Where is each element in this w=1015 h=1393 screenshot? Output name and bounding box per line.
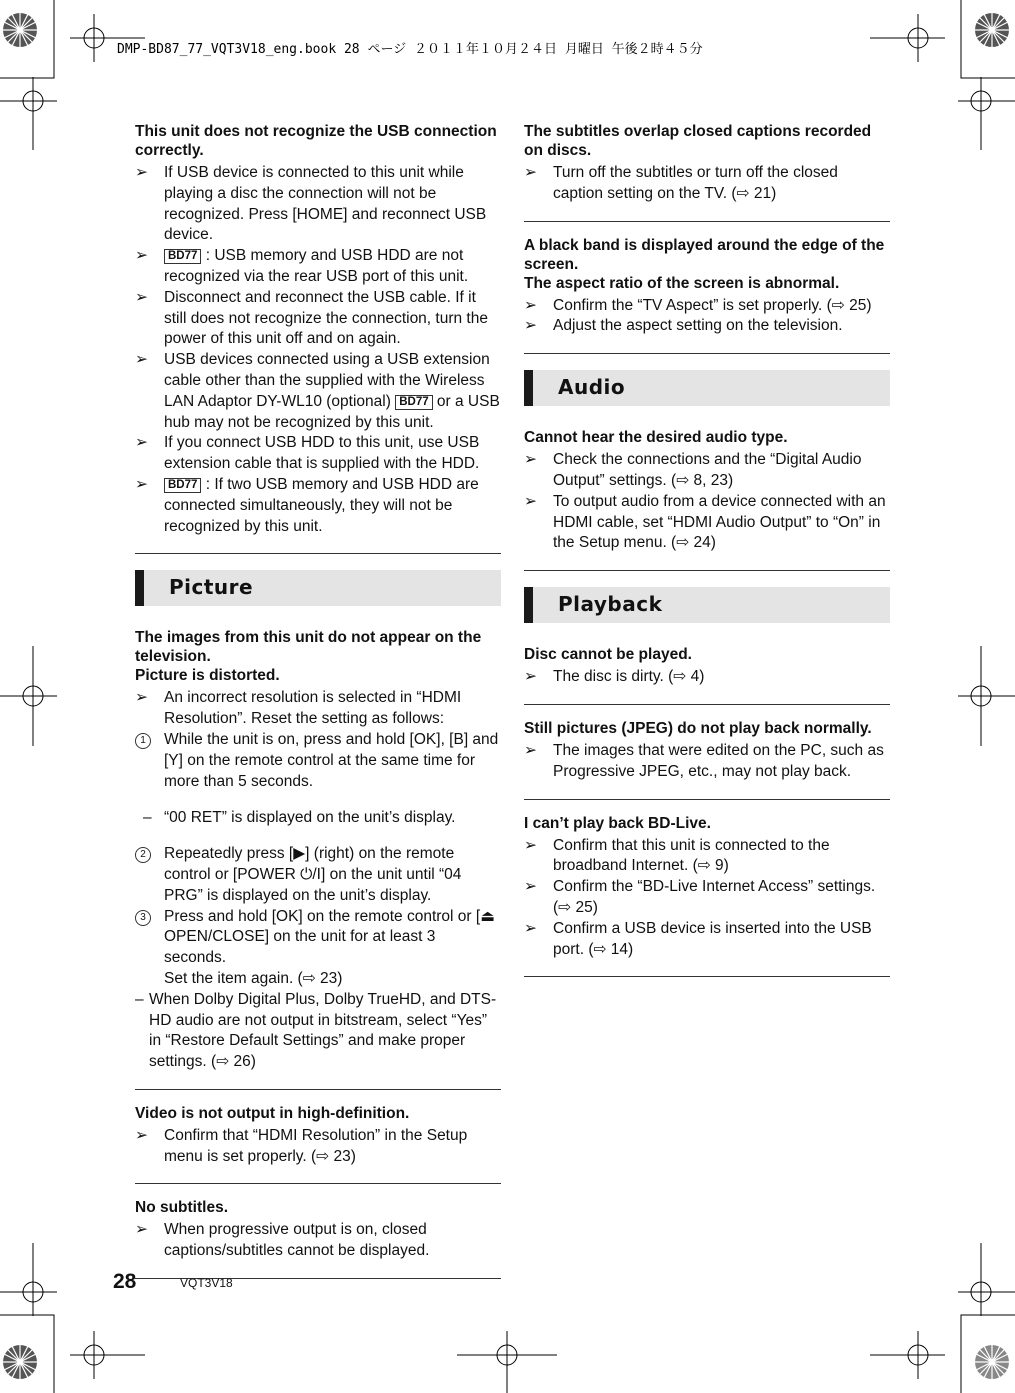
hd-item: ➢ Confirm that “HDMI Resolution” in the Setup menu is set properly. (⇨ 23) [135, 1126, 468, 1165]
bd77-tag: BD77 [164, 478, 201, 493]
picture-step-1-note: – “00 RET” is displayed on the unit’s display. [143, 808, 456, 826]
divider [135, 553, 501, 554]
power-icon: ⏻ [300, 865, 313, 883]
picture-title: The images from this unit do not appear on the television. [135, 629, 482, 666]
divider [524, 221, 890, 222]
picture-intro: ➢ An incorrect resolution is selected in “HDMI Resolution”. Reset the setting as follows: [135, 689, 462, 728]
band-item-1: ➢ Confirm the “TV Aspect” is set properly. (⇨ 25) [524, 296, 872, 314]
jpeg-title: Still pictures (JPEG) do not play back normally. [524, 719, 872, 737]
section-heading: Audio [558, 375, 626, 400]
eject-icon: ⏏ [480, 907, 495, 925]
usb-title: This unit does not recognize the USB connection correctly. [135, 123, 497, 159]
usb-item-2: ➢ BD77 : USB memory and USB HDD are not recognized via the rear USB port of this unit. [135, 247, 469, 285]
left-column [135, 122, 501, 1293]
doc-code: VQT3V18 [180, 1276, 233, 1290]
section-heading: Picture [169, 575, 254, 600]
usb-item-1: ➢ If USB device is connected to this unit while playing a disc the connection will not be recognized. Press [HOME] and reconnect USB device. [135, 164, 487, 244]
divider [135, 1089, 501, 1090]
overlap-item: ➢ Turn off the subtitles or turn off the closed caption setting on the TV. (⇨ 21) [524, 164, 838, 202]
disc-title: Disc cannot be played. [524, 646, 692, 664]
audio-title: Cannot hear the desired audio type. [524, 429, 788, 447]
divider [524, 570, 890, 571]
divider [524, 976, 890, 977]
bdlive-title: I can’t play back BD-Live. [524, 814, 711, 832]
bdlive-item-2: ➢ Confirm the “BD-Live Internet Access” settings. (⇨ 25) [524, 878, 876, 916]
book-header: DMP-BD87_77_VQT3V18_eng.book 28 ページ ２０１１年１０月２４日 月曜日 午後２時４５分 [117, 42, 703, 57]
subs-item: ➢ When progressive output is on, closed captions/subtitles cannot be displayed. [135, 1221, 430, 1260]
divider [524, 353, 890, 354]
audio-item-1: ➢ Check the connections and the “Digital Audio Output” settings. (⇨ 8, 23) [524, 451, 862, 489]
page-number: 28 [113, 1270, 137, 1293]
bdlive-item-1: ➢ Confirm that this unit is connected to the broadband Internet. (⇨ 9) [524, 836, 830, 875]
picture-step-3: 3 Press and hold [OK] on the remote control or [⏏ OPEN/CLOSE] on the unit for at least 3 seconds. Set the item again. (⇨ 23) [135, 907, 501, 990]
band-title: A black band is displayed around the edge of the screen. [524, 236, 885, 273]
bd77-tag: BD77 [395, 395, 432, 410]
usb-item-5: ➢ If you connect USB HDD to this unit, use USB extension cable that is supplied with the HDD. [135, 434, 480, 473]
divider [524, 799, 890, 800]
picture-title-2: Picture is distorted. [135, 667, 280, 685]
picture-step-2: 2 Repeatedly press [▶] (right) on the remote control or [POWER ⏻/I] on the unit until “04 PRG” is displayed on the unit’s display. [135, 844, 501, 906]
hd-title: Video is not output in high-definition. [135, 1104, 410, 1122]
usb-item-4: ➢ USB devices connected using a USB extension cable other than the supplied with the Wireless LAN Adaptor DY-WL10 (optional) BD77 or a USB hub may not be recognized by this unit. [135, 351, 500, 431]
band-title-2: The aspect ratio of the screen is abnormal. [524, 274, 840, 292]
right-column [524, 122, 890, 991]
disc-item: ➢ The disc is dirty. (⇨ 4) [524, 668, 705, 686]
band-item-2: ➢ Adjust the aspect setting on the television. [524, 317, 843, 335]
picture-note: – When Dolby Digital Plus, Dolby TrueHD, and DTS-HD audio are not output in bitstream, select “Yes” in “Restore Default Settings” and make proper settings. (⇨ 26) [135, 990, 497, 1071]
play-right-icon: ▶ [293, 845, 306, 863]
usb-item-6: ➢ BD77 : If two USB memory and USB HDD are connected simultaneously, they will not be recognized by this unit. [135, 475, 479, 535]
overlap-title: The subtitles overlap closed captions recorded on discs. [524, 123, 872, 159]
section-band-playback [524, 587, 890, 623]
section-heading: Playback [558, 592, 663, 617]
divider [135, 1183, 501, 1184]
divider [524, 704, 890, 705]
audio-item-2: ➢ To output audio from a device connected with an HDMI cable, set “HDMI Audio Output” to “On” in the Setup menu. (⇨ 24) [524, 492, 886, 552]
section-band-picture [135, 570, 501, 606]
subs-title: No subtitles. [135, 1199, 229, 1217]
picture-step-1: 1 While the unit is on, press and hold [OK], [B] and [Y] on the remote control at the same time for more than 5 seconds. [135, 730, 501, 792]
section-band-audio [524, 370, 890, 406]
jpeg-item: ➢ The images that were edited on the PC, such as Progressive JPEG, etc., may not play back. [524, 741, 884, 780]
usb-item-3: ➢ Disconnect and reconnect the USB cable. If it still does not recognize the connection, turn the power of this unit off and on again. [135, 288, 488, 348]
bd77-tag: BD77 [164, 249, 201, 264]
bdlive-item-3: ➢ Confirm a USB device is inserted into the USB port. (⇨ 14) [524, 919, 872, 958]
